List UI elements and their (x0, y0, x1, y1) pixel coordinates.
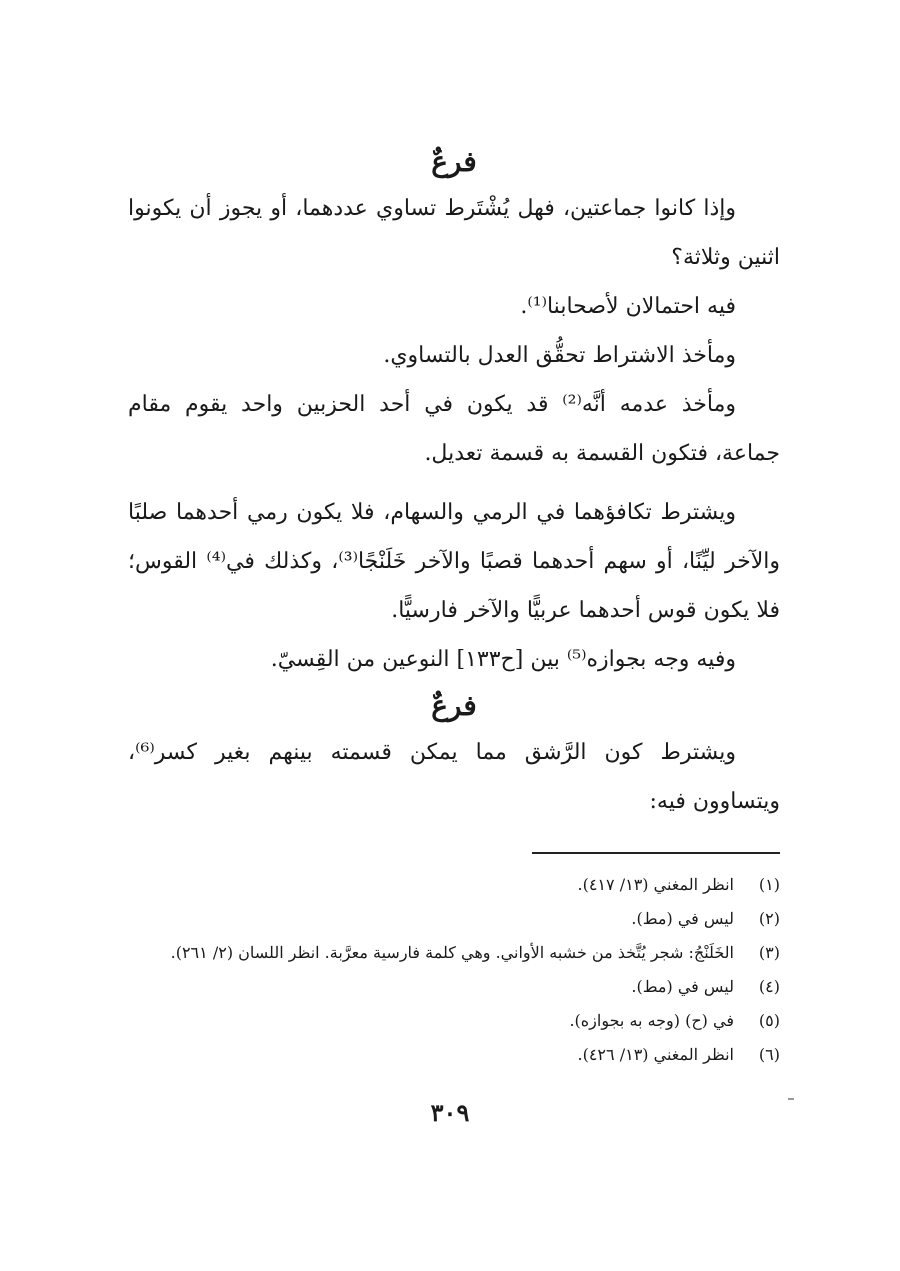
footnote-number: (٢) (758, 909, 780, 928)
footnote-number: (٣) (758, 943, 780, 962)
page-body (128, 140, 780, 1072)
section-heading: فرعٌ (431, 689, 477, 722)
footnote (128, 970, 780, 1004)
paragraph: فيه احتمالان لأصحابنا⁽¹⁾. (520, 294, 736, 319)
footnote-text: انظر المغني (١٣/ ٤١٧). (577, 875, 734, 894)
scan-mark (788, 1098, 794, 1100)
footnote-text: ليس في (مط). (631, 977, 734, 996)
paragraph: وفيه وجه بجوازه⁽⁵⁾ بين [ح١٣٣] النوعين من القِسيّ. (270, 647, 736, 672)
section-heading: فرعٌ (431, 145, 477, 178)
footnote-number: (٦) (758, 1045, 780, 1064)
footnote (128, 868, 780, 902)
footnote-text: في (ح) (وجه به بجوازه). (569, 1011, 734, 1030)
footnote-number: (١) (758, 875, 780, 894)
footnote (128, 936, 780, 970)
paragraph: وإذا كانوا جماعتين، فهل يُشْتَرط تساوي عددهما، أو يجوز أن يكونوا اثنين وثلاثة؟ (128, 196, 780, 270)
footnote-number: (٥) (758, 1011, 780, 1030)
footnote (128, 902, 780, 936)
page-number: ٣٠٩ (430, 1098, 470, 1127)
footnote-text: انظر المغني (١٣/ ٤٢٦). (577, 1045, 734, 1064)
footnote-text: الخَلَنْجُ: شجر يُتَّخذ من خشبه الأواني. وهي كلمة فارسية معرَّبة. انظر اللسان (٢/ ٢٦١). (170, 943, 734, 962)
paragraph: ومأخذ الاشتراط تحقُّق العدل بالتساوي. (383, 343, 736, 368)
footnote (128, 1004, 780, 1038)
paragraph: ومأخذ عدمه أنَّه⁽²⁾ قد يكون في أحد الحزبين واحد يقوم مقام جماعة، فتكون القسمة به قسمة تعديل. (128, 392, 780, 466)
footnote-number: (٤) (758, 977, 780, 996)
footnote-text: ليس في (مط). (631, 909, 734, 928)
paragraph: ويشترط كون الرَّشق مما يمكن قسمته بينهم بغير كسر⁽⁶⁾، ويتساوون فيه: (128, 740, 780, 814)
footnote (128, 1038, 780, 1072)
paragraph: ويشترط تكافؤهما في الرمي والسهام، فلا يكون رمي أحدهما صلبًا والآخر ليِّنًا، أو سهم أحدهما قصبًا والآخر خَلَنْجًا⁽³⁾، وكذلك في⁽⁴⁾ القوس؛ فلا يكون قوس أحدهما عربيًّا والآخر فارسيًّا. (128, 500, 780, 623)
footnote-divider (532, 852, 780, 854)
